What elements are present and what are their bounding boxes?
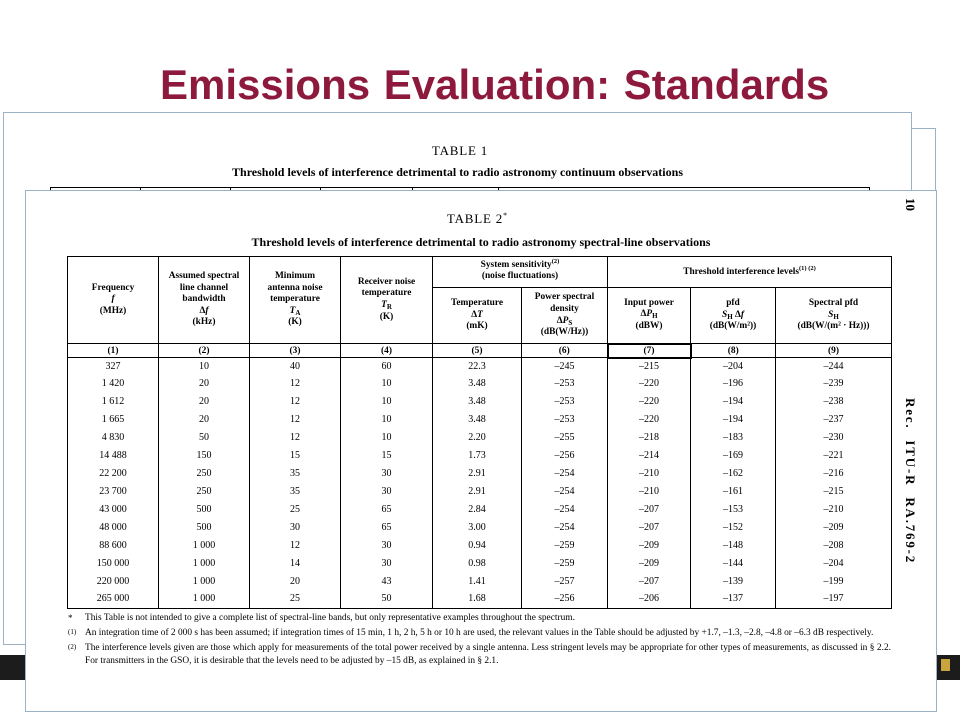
symbol-subscript: A <box>295 308 301 317</box>
cell-spectral-pfd: –238 <box>776 393 892 411</box>
header-unit: (dB(W/(m² · Hz))) <box>797 321 870 332</box>
symbol-variable: f <box>111 294 115 305</box>
table-row <box>68 537 892 555</box>
cell-antenna-temperature: 12 <box>250 429 341 447</box>
cell-pfd: –196 <box>691 375 776 393</box>
cell-antenna-temperature: 35 <box>250 465 341 483</box>
table2-caption <box>377 212 577 226</box>
cell-antenna-temperature: 15 <box>250 447 341 465</box>
header-label <box>433 260 607 271</box>
cell-frequency: 22 200 <box>68 465 159 483</box>
cell-temperature-sensitivity: 3.48 <box>433 393 522 411</box>
table-row <box>68 590 892 608</box>
header-unit: (MHz) <box>99 305 127 316</box>
cell-pfd: –161 <box>691 483 776 501</box>
header-receiver-temperature <box>341 257 433 344</box>
header-label: Spectral pfd <box>808 298 859 309</box>
table-row <box>68 375 892 393</box>
cell-bandwidth: 250 <box>159 465 250 483</box>
header-label: pfd <box>726 298 740 309</box>
header-label: temperature <box>361 288 412 299</box>
cell-bandwidth: 20 <box>159 375 250 393</box>
cell-antenna-temperature: 40 <box>250 358 341 376</box>
cell-temperature-sensitivity: 2.91 <box>433 483 522 501</box>
header-symbol <box>776 310 891 322</box>
cell-temperature-sensitivity: 0.98 <box>433 555 522 573</box>
header-unit: (K) <box>288 317 302 328</box>
cell-receiver-temperature: 10 <box>341 393 433 411</box>
table-row <box>68 519 892 537</box>
slide-footer-accent <box>941 659 950 671</box>
cell-receiver-temperature: 30 <box>341 483 433 501</box>
cell-spectral-pfd: –230 <box>776 429 892 447</box>
table-row <box>68 573 892 591</box>
cell-spectral-pfd: –209 <box>776 519 892 537</box>
cell-receiver-temperature: 10 <box>341 375 433 393</box>
cell-receiver-temperature: 43 <box>341 573 433 591</box>
cell-frequency: 43 000 <box>68 501 159 519</box>
cell-temperature-sensitivity: 2.20 <box>433 429 522 447</box>
cell-antenna-temperature: 12 <box>250 411 341 429</box>
footnote-mark: * <box>68 613 73 623</box>
symbol-variable: P <box>646 309 653 320</box>
header-spectral-pfd <box>776 288 892 344</box>
cell-input-power: –220 <box>608 375 691 393</box>
symbol-variable: S <box>721 309 728 320</box>
page-number: 10 <box>903 198 918 211</box>
cell-frequency: 23 700 <box>68 483 159 501</box>
cell-bandwidth: 1 000 <box>159 573 250 591</box>
header-label: (noise fluctuations) <box>481 270 559 281</box>
cell-bandwidth: 250 <box>159 483 250 501</box>
cell-frequency: 327 <box>68 358 159 376</box>
cell-antenna-temperature: 12 <box>250 537 341 555</box>
cell-power-spectral-density: –253 <box>522 393 608 411</box>
table2-title: Threshold levels of interference detrimental to radio astronomy spectral-line observations <box>251 235 711 249</box>
cell-bandwidth: 10 <box>159 358 250 376</box>
header-power-spectral-density <box>522 288 608 344</box>
table-body <box>68 358 892 609</box>
header-symbol <box>68 294 158 306</box>
header-label: antenna noise <box>267 282 323 293</box>
cell-frequency: 4 830 <box>68 429 159 447</box>
cell-pfd: –153 <box>691 501 776 519</box>
cell-input-power: –220 <box>608 393 691 411</box>
header-label: Receiver noise <box>357 276 416 287</box>
cell-power-spectral-density: –245 <box>522 358 608 376</box>
header-unit: (dBW) <box>635 321 663 332</box>
footnote-text: An integration time of 2 000 s has been assumed; if integration times of 15 min, 1 h, 2 h, 5 h or 10 h are used, the relevant values in the Table should be adjusted by +1.7, –1.3, –2.8, –4.8 or –6.3 dB respectively. <box>85 627 874 638</box>
cell-spectral-pfd: –239 <box>776 375 892 393</box>
cell-receiver-temperature: 10 <box>341 411 433 429</box>
cell-antenna-temperature: 20 <box>250 573 341 591</box>
cell-receiver-temperature: 60 <box>341 358 433 376</box>
header-unit: (dB(W/Hz)) <box>540 327 589 338</box>
cell-power-spectral-density: –259 <box>522 537 608 555</box>
cell-bandwidth: 150 <box>159 447 250 465</box>
header-label-text: Threshold interference levels <box>683 266 799 277</box>
symbol-subscript: S <box>568 318 573 327</box>
cell-antenna-temperature: 35 <box>250 483 341 501</box>
cell-pfd: –194 <box>691 393 776 411</box>
table-row <box>68 411 892 429</box>
footnote <box>68 627 891 640</box>
cell-input-power: –215 <box>608 358 691 376</box>
cell-bandwidth: 50 <box>159 429 250 447</box>
cell-bandwidth: 1 000 <box>159 537 250 555</box>
cell-pfd: –139 <box>691 573 776 591</box>
cell-spectral-pfd: –204 <box>776 555 892 573</box>
cell-bandwidth: 500 <box>159 519 250 537</box>
cell-receiver-temperature: 65 <box>341 501 433 519</box>
cell-antenna-temperature: 14 <box>250 555 341 573</box>
table-row <box>68 483 892 501</box>
caption-text: TABLE 2 <box>446 211 504 226</box>
cell-power-spectral-density: –254 <box>522 465 608 483</box>
header-label: Assumed spectral <box>168 271 240 282</box>
header-bandwidth <box>159 257 250 344</box>
header-label <box>608 264 891 278</box>
footnote-ref: (2) <box>551 258 560 265</box>
cell-temperature-sensitivity: 3.00 <box>433 519 522 537</box>
cell-receiver-temperature: 30 <box>341 537 433 555</box>
cell-input-power: –206 <box>608 590 691 608</box>
table-header <box>68 257 892 358</box>
cell-power-spectral-density: –253 <box>522 375 608 393</box>
header-antenna-temperature <box>250 257 341 344</box>
cell-temperature-sensitivity: 1.41 <box>433 573 522 591</box>
cell-spectral-pfd: –244 <box>776 358 892 376</box>
cell-spectral-pfd: –216 <box>776 465 892 483</box>
symbol-prefix: Δ <box>640 309 647 320</box>
footnote-text: The interference levels given are those which apply for measurements of the total power received by a single antenna. Less stringent levels may be appropriate for other types of measurements, as discussed in § 2.2. For transmitters in the GSO, it is desirable that the levels need to be adjusted by –15 dB, as explained in § 2.1. <box>85 642 891 666</box>
running-header: Rec. ITU-R RA.769-2 <box>903 398 918 565</box>
column-number: (8) <box>691 344 776 358</box>
cell-bandwidth: 500 <box>159 501 250 519</box>
cell-input-power: –209 <box>608 555 691 573</box>
footnote-mark: (1) <box>68 627 77 636</box>
header-temperature <box>433 288 522 344</box>
cell-pfd: –148 <box>691 537 776 555</box>
cell-power-spectral-density: –256 <box>522 447 608 465</box>
header-label: Frequency <box>91 282 135 293</box>
table-row <box>68 393 892 411</box>
cell-temperature-sensitivity: 1.68 <box>433 590 522 608</box>
cell-temperature-sensitivity: 2.91 <box>433 465 522 483</box>
table-row <box>68 447 892 465</box>
header-label: Minimum <box>274 271 316 282</box>
symbol-variable: P <box>562 315 569 326</box>
cell-temperature-sensitivity: 22.3 <box>433 358 522 376</box>
header-label: Temperature <box>450 298 504 309</box>
cell-input-power: –210 <box>608 483 691 501</box>
caption-footnote-mark: * <box>503 211 508 220</box>
cell-receiver-temperature: 15 <box>341 447 433 465</box>
cell-spectral-pfd: –208 <box>776 537 892 555</box>
header-symbol <box>691 310 775 322</box>
footnote <box>68 612 891 625</box>
column-number: (3) <box>250 344 341 358</box>
symbol-subscript: H <box>727 312 733 321</box>
slide-title: Emissions Evaluation: Standards <box>160 61 830 108</box>
table-row <box>68 465 892 483</box>
header-pfd <box>691 288 776 344</box>
cell-bandwidth: 1 000 <box>159 555 250 573</box>
symbol-subscript: H <box>833 312 839 321</box>
cell-power-spectral-density: –256 <box>522 590 608 608</box>
cell-pfd: –137 <box>691 590 776 608</box>
cell-temperature-sensitivity: 3.48 <box>433 375 522 393</box>
table1-title: Threshold levels of interference detrimental to radio astronomy continuum observations <box>232 165 683 179</box>
cell-input-power: –207 <box>608 573 691 591</box>
cell-power-spectral-density: –253 <box>522 411 608 429</box>
cell-input-power: –218 <box>608 429 691 447</box>
footnote-text: This Table is not intended to give a complete list of spectral-line bands, but only representative examples throughout the spectrum. <box>85 613 575 623</box>
symbol-variable: f <box>740 309 745 320</box>
cell-antenna-temperature: 12 <box>250 393 341 411</box>
cell-frequency: 1 612 <box>68 393 159 411</box>
cell-antenna-temperature: 12 <box>250 375 341 393</box>
symbol-variable: T <box>381 300 387 310</box>
cell-input-power: –210 <box>608 465 691 483</box>
cell-pfd: –169 <box>691 447 776 465</box>
cell-spectral-pfd: –199 <box>776 573 892 591</box>
table-footnotes <box>68 612 891 670</box>
footnote-ref: (1) (2) <box>799 264 816 272</box>
cell-power-spectral-density: –254 <box>522 519 608 537</box>
cell-temperature-sensitivity: 0.94 <box>433 537 522 555</box>
symbol-subscript: H <box>652 312 658 321</box>
cell-frequency: 1 665 <box>68 411 159 429</box>
cell-bandwidth: 20 <box>159 411 250 429</box>
header-system-sensitivity <box>433 257 608 288</box>
table2-page <box>25 190 937 712</box>
cell-frequency: 1 420 <box>68 375 159 393</box>
symbol-prefix: Δ <box>735 309 741 320</box>
cell-pfd: –183 <box>691 429 776 447</box>
table1-caption: TABLE 1 <box>431 143 489 158</box>
header-unit: (K) <box>379 311 394 322</box>
table-row <box>68 429 892 447</box>
cell-input-power: –207 <box>608 501 691 519</box>
cell-pfd: –152 <box>691 519 776 537</box>
cell-bandwidth: 1 000 <box>159 590 250 608</box>
cell-frequency: 48 000 <box>68 519 159 537</box>
cell-power-spectral-density: –259 <box>522 555 608 573</box>
cell-antenna-temperature: 25 <box>250 501 341 519</box>
cell-receiver-temperature: 65 <box>341 519 433 537</box>
footnote-mark: (2) <box>68 642 77 651</box>
symbol-prefix: Δ <box>471 309 478 320</box>
cell-temperature-sensitivity: 2.84 <box>433 501 522 519</box>
header-label: temperature <box>270 294 320 305</box>
header-label: bandwidth <box>182 294 226 305</box>
symbol-variable: T <box>289 305 296 316</box>
cell-antenna-temperature: 25 <box>250 590 341 608</box>
cell-spectral-pfd: –237 <box>776 411 892 429</box>
column-number: (2) <box>159 344 250 358</box>
cell-temperature-sensitivity: 3.48 <box>433 411 522 429</box>
cell-input-power: –214 <box>608 447 691 465</box>
cell-frequency: 220 000 <box>68 573 159 591</box>
symbol-prefix: Δ <box>199 305 206 316</box>
cell-spectral-pfd: –221 <box>776 447 892 465</box>
cell-input-power: –209 <box>608 537 691 555</box>
cell-frequency: 88 600 <box>68 537 159 555</box>
table-row <box>68 358 892 376</box>
column-number: (5) <box>433 344 522 358</box>
footnote <box>68 642 891 667</box>
symbol-subscript: R <box>386 303 392 311</box>
header-symbol <box>341 300 432 312</box>
symbol-variable: T <box>477 309 483 320</box>
header-label: Power spectral <box>534 292 595 303</box>
column-number: (6) <box>522 344 608 358</box>
cell-frequency: 265 000 <box>68 590 159 608</box>
column-number: (9) <box>776 344 892 358</box>
header-label: density <box>550 303 579 314</box>
column-number-row <box>68 344 892 358</box>
header-label-text: System sensitivity <box>480 260 552 270</box>
cell-input-power: –220 <box>608 411 691 429</box>
cell-spectral-pfd: –210 <box>776 501 892 519</box>
header-symbol <box>522 316 607 328</box>
cell-receiver-temperature: 50 <box>341 590 433 608</box>
header-label: line channel <box>179 282 229 293</box>
header-symbol <box>159 306 249 318</box>
cell-power-spectral-density: –257 <box>522 573 608 591</box>
cell-power-spectral-density: –254 <box>522 501 608 519</box>
table-row <box>68 555 892 573</box>
cell-spectral-pfd: –215 <box>776 483 892 501</box>
cell-pfd: –162 <box>691 465 776 483</box>
column-number: (1) <box>68 344 159 358</box>
cell-power-spectral-density: –255 <box>522 429 608 447</box>
header-row-top <box>68 257 892 288</box>
cell-antenna-temperature: 30 <box>250 519 341 537</box>
symbol-variable: S <box>828 309 834 320</box>
cell-power-spectral-density: –254 <box>522 483 608 501</box>
header-unit: (kHz) <box>192 317 216 328</box>
cell-bandwidth: 20 <box>159 393 250 411</box>
column-number: (4) <box>341 344 433 358</box>
cell-pfd: –204 <box>691 358 776 376</box>
header-symbol <box>250 306 340 318</box>
header-unit: (dB(W/m²)) <box>709 321 757 332</box>
header-threshold-levels <box>608 257 892 288</box>
cell-receiver-temperature: 30 <box>341 465 433 483</box>
cell-frequency: 150 000 <box>68 555 159 573</box>
header-label: Input power <box>624 297 674 308</box>
cell-input-power: –207 <box>608 519 691 537</box>
header-symbol <box>433 310 521 322</box>
cell-pfd: –144 <box>691 555 776 573</box>
header-input-power <box>608 288 691 344</box>
cell-pfd: –194 <box>691 411 776 429</box>
cell-receiver-temperature: 30 <box>341 555 433 573</box>
table-row <box>68 501 892 519</box>
symbol-variable: f <box>205 305 209 316</box>
cell-temperature-sensitivity: 1.73 <box>433 447 522 465</box>
cell-spectral-pfd: –197 <box>776 590 892 608</box>
header-symbol <box>608 309 690 321</box>
header-frequency <box>68 257 159 344</box>
header-unit: (mK) <box>466 321 488 332</box>
cell-frequency: 14 488 <box>68 447 159 465</box>
symbol-prefix: Δ <box>556 315 563 326</box>
cell-receiver-temperature: 10 <box>341 429 433 447</box>
threshold-levels-table <box>67 256 892 609</box>
column-number: (7) <box>608 344 691 358</box>
